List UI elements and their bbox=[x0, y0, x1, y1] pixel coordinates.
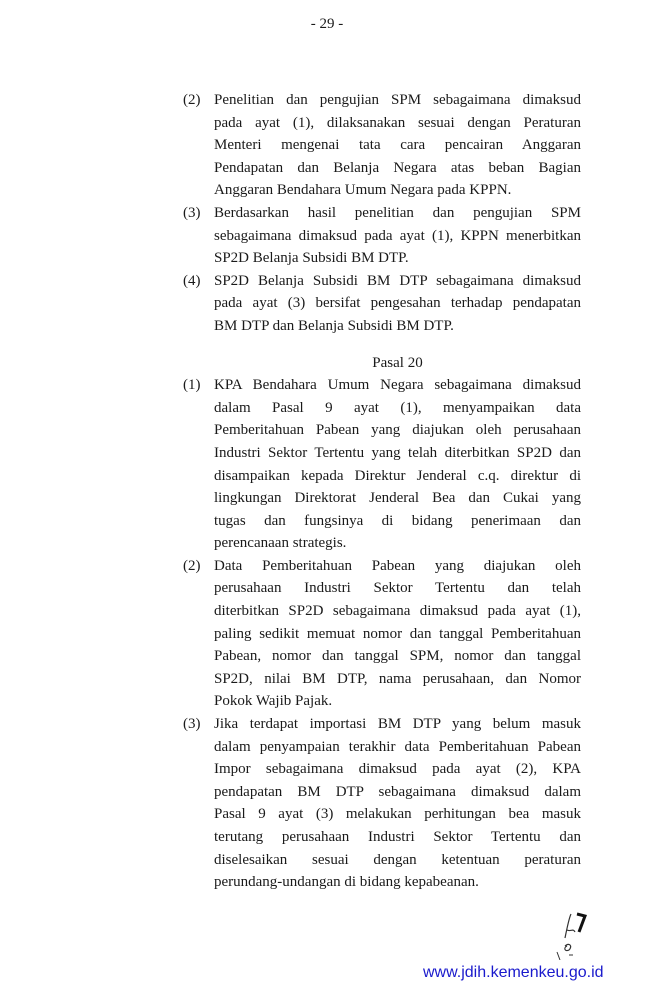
text-line: Menteri mengenai tata cara pencairan Anggaran bbox=[214, 137, 581, 154]
handwritten-initials bbox=[555, 910, 615, 960]
text-line: Jika terdapat importasi BM DTP yang belum masuk bbox=[214, 716, 581, 733]
text-line: sebagaimana dimaksud pada ayat (1), KPPN menerbitkan bbox=[214, 227, 581, 244]
text-line: tugas dan fungsinya di bidang penerimaan dan bbox=[214, 512, 581, 529]
text-line: diterbitkan SP2D sebagaimana dimaksud pada ayat (1), bbox=[214, 603, 581, 620]
article-number: (4) bbox=[183, 272, 201, 289]
text-line: pada ayat (3) bersifat pengesahan terhadap pendapatan bbox=[214, 295, 581, 312]
text-line: Industri Sektor Tertentu yang telah diterbitkan SP2D dan bbox=[214, 444, 581, 461]
text-line: Berdasarkan hasil penelitian dan pengujian SPM bbox=[214, 204, 581, 221]
text-line: SP2D Belanja Subsidi BM DTP. bbox=[214, 250, 409, 267]
article-number: (3) bbox=[183, 716, 201, 733]
article-item bbox=[183, 270, 581, 338]
text-line: Pabean, nomor dan tanggal SPM, nomor dan tanggal bbox=[214, 648, 581, 665]
text-line: Pemberitahuan Pabean yang diajukan oleh perusahaan bbox=[214, 422, 581, 439]
text-line: perencanaan strategis. bbox=[214, 535, 347, 552]
page-number: - 29 - bbox=[310, 16, 344, 32]
text-line: pada ayat (1), dilaksanakan sesuai dengan Peraturan bbox=[214, 114, 581, 131]
article-number: (1) bbox=[183, 377, 201, 394]
article-item bbox=[183, 202, 581, 270]
text-line: perusahaan Industri Sektor Tertentu dan telah bbox=[214, 580, 581, 597]
text-line: Pasal 9 ayat (3) melakukan perhitungan bea masuk bbox=[214, 806, 581, 823]
text-line: Data Pemberitahuan Pabean yang diajukan oleh bbox=[214, 557, 581, 574]
text-line: Anggaran Bendahara Umum Negara pada KPPN. bbox=[214, 182, 512, 199]
text-line: perundang-undangan di bidang kepabeanan. bbox=[214, 874, 479, 891]
footer-url[interactable]: www.jdih.kemenkeu.go.id bbox=[423, 964, 604, 981]
text-line: SP2D Belanja Subsidi BM DTP sebagaimana dimaksud bbox=[214, 272, 581, 289]
text-line: lingkungan Direktorat Jenderal Bea dan Cukai yang bbox=[214, 490, 581, 507]
article-number: (3) bbox=[183, 204, 201, 221]
text-line: disampaikan kepada Direktur Jenderal c.q. direktur di bbox=[214, 467, 581, 484]
section-articles-pasal-19 bbox=[183, 89, 581, 338]
text-line: pendapatan BM DTP sebagaimana dimaksud dalam bbox=[214, 783, 581, 800]
text-line: dalam penyampaian terakhir data Pemberitahuan Pabean bbox=[214, 738, 581, 755]
section-articles-pasal-20 bbox=[183, 374, 581, 894]
article-number: (2) bbox=[183, 92, 201, 108]
article-item bbox=[183, 713, 581, 894]
text-line: terutang perusahaan Industri Sektor Tertentu dan bbox=[214, 829, 581, 845]
article-item bbox=[183, 374, 581, 555]
article-item bbox=[183, 555, 581, 713]
text-line: dalam Pasal 9 ayat (1), menyampaikan data bbox=[214, 399, 581, 416]
text-line: KPA Bendahara Umum Negara sebagaimana dimaksud bbox=[214, 377, 581, 394]
text-line: diselesaikan sesuai dengan ketentuan peraturan bbox=[214, 851, 581, 868]
document-body bbox=[183, 89, 581, 894]
text-line: Pendapatan dan Belanja Negara atas beban Bagian bbox=[214, 159, 581, 176]
article-item bbox=[183, 89, 581, 202]
text-line: BM DTP dan Belanja Subsidi BM DTP. bbox=[214, 317, 454, 334]
text-line: Pokok Wajib Pajak. bbox=[214, 693, 333, 710]
article-number: (2) bbox=[183, 557, 201, 574]
pasal-heading: Pasal 20 bbox=[372, 354, 423, 371]
text-line: Impor sebagaimana dimaksud pada ayat (2), KPA bbox=[214, 761, 581, 778]
text-line: paling sedikit memuat nomor dan tanggal Pemberitahuan bbox=[214, 625, 581, 642]
text-line: Penelitian dan pengujian SPM sebagaimana dimaksud bbox=[214, 92, 581, 108]
text-line: SP2D, nilai BM DTP, nama perusahaan, dan Nomor bbox=[214, 670, 581, 687]
